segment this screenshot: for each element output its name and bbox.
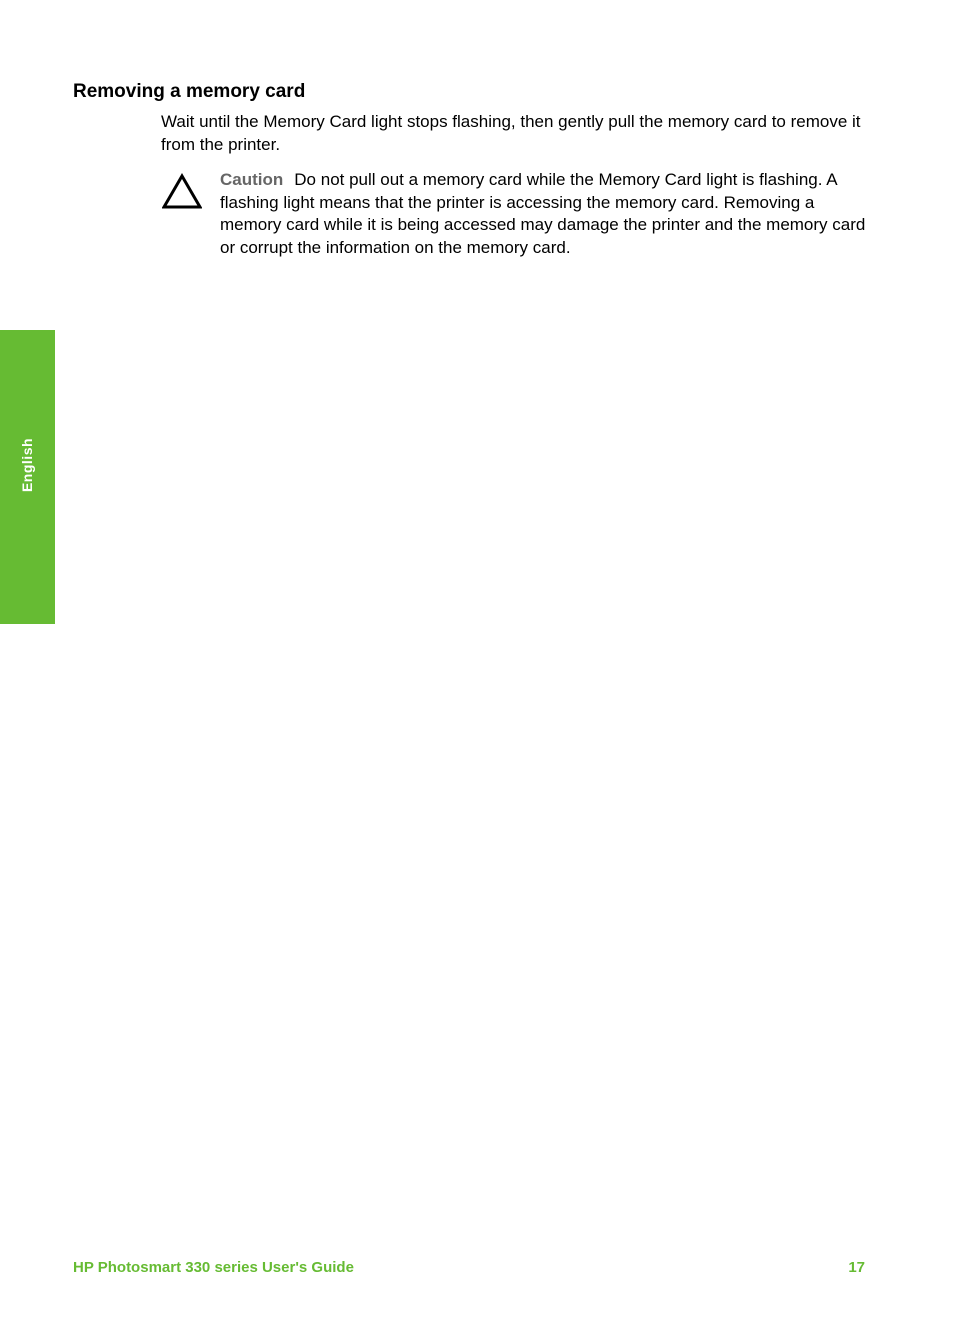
section-body-text: Wait until the Memory Card light stops flashing, then gently pull the memory card to remove it from the printer. bbox=[161, 112, 861, 154]
footer-page-number: 17 bbox=[848, 1259, 865, 1276]
language-tab-label: English bbox=[19, 437, 35, 493]
caution-label: Caution bbox=[220, 170, 284, 189]
warning-triangle-icon bbox=[162, 173, 202, 209]
section-heading: Removing a memory card bbox=[73, 81, 306, 102]
caution-note bbox=[220, 169, 870, 260]
footer-guide-title: HP Photosmart 330 series User's Guide bbox=[73, 1259, 354, 1276]
caution-body-text: Do not pull out a memory card while the Memory Card light is flashing. A flashing light means that the printer is accessing the memory card. Removing a memory card while it is being accessed may damage the printer and the memory card or corrupt the information on the memory card. bbox=[220, 170, 866, 258]
